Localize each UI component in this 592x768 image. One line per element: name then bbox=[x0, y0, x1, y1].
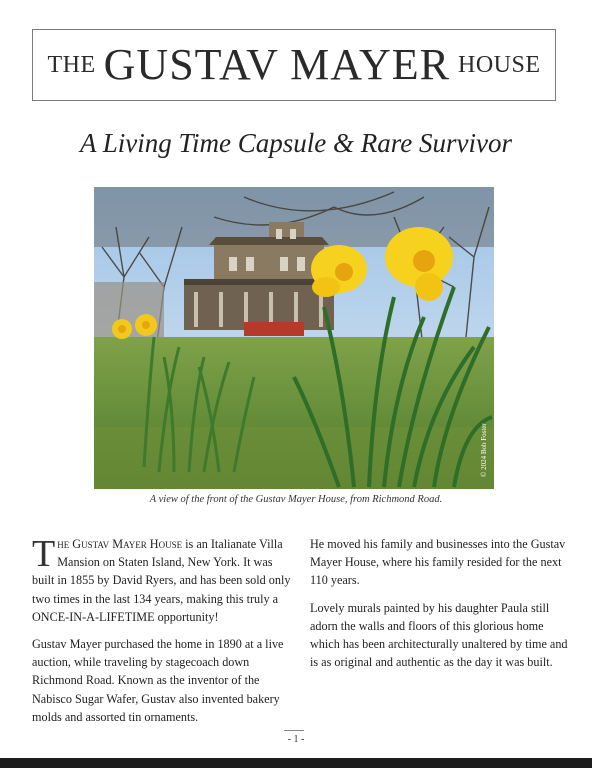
house-photo bbox=[94, 187, 494, 489]
title-name: GUSTAV MAYER bbox=[103, 40, 450, 89]
right-column bbox=[310, 535, 572, 680]
house-name-lead: he Gustav Mayer House bbox=[57, 537, 183, 551]
photo-credit: © 2024 Bob Foster bbox=[480, 423, 488, 477]
footer-divider bbox=[284, 730, 304, 731]
left-column bbox=[32, 535, 294, 735]
photo-caption: A view of the front of the Gustav Mayer House, from Richmond Road. bbox=[149, 494, 443, 505]
paragraph-4: Lovely murals painted by his daughter Paula still adorn the walls and floors of this glorious home which has been architecturally unaltered by time and is as original and authentic as the day it was built. bbox=[310, 600, 568, 670]
paragraph-3: He moved his family and businesses into the Gustav Mayer House, where his family resided for the next 110 years. bbox=[310, 537, 566, 588]
title-box bbox=[32, 29, 556, 101]
title-the: THE bbox=[47, 51, 96, 78]
drop-cap: T bbox=[32, 533, 56, 575]
house-photo-illustration bbox=[94, 187, 494, 489]
subtitle: A Living Time Capsule & Rare Survivor bbox=[80, 128, 512, 158]
bottom-bar bbox=[0, 758, 592, 768]
page-number: - 1 - bbox=[287, 734, 305, 745]
paragraph-1-text: is an Italianate Villa Mansion on Staten Island, New York. It was built in 1855 by David Ryers, and has been sold only two times in the last 134 years, making this truly a ONCE-IN-A-LIFETIME opportunity! bbox=[32, 537, 291, 624]
title-house: HOUSE bbox=[457, 51, 541, 78]
paragraph-1 bbox=[32, 535, 294, 626]
paragraph-2: Gustav Mayer purchased the home in 1890 at a live auction, while traveling by stagecoach down Richmond Road. Known as the inventor of the Nabisco Sugar Wafer, Gustav also invented bakery molds and assorted tin ornaments. bbox=[32, 637, 284, 724]
